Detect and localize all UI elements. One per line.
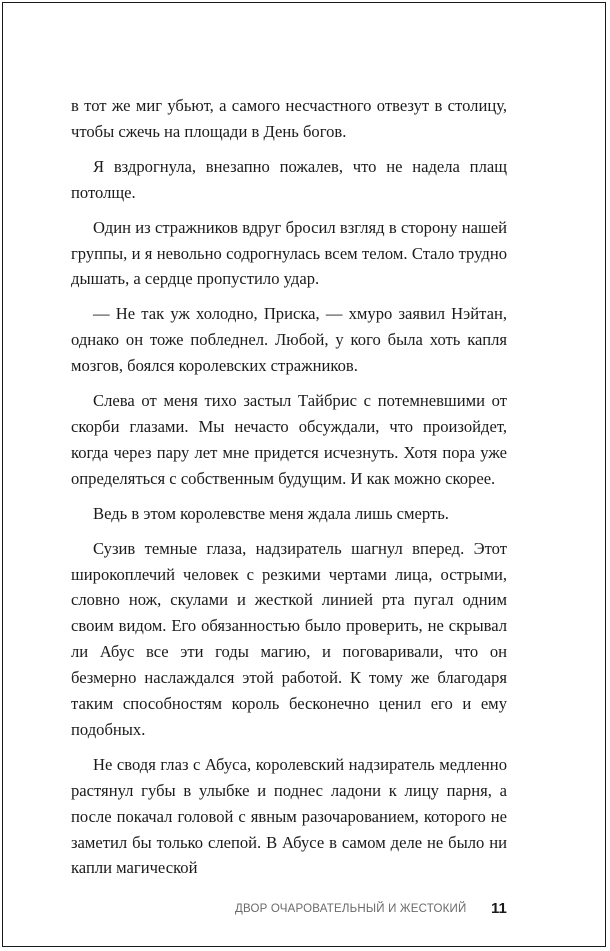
- paragraph: Ведь в этом королевстве меня ждала лишь смерть.: [93, 503, 449, 523]
- paragraph: Я вздрогнула, внезапно пожалев, что не надела плащ потолще.: [71, 156, 507, 202]
- paragraph: — Не так уж холодно, Приска, — хмуро заявил Нэйтан, однако он тоже побледнел. Любой, у кого была хоть капля мозгов, боялся королевских стражников.: [71, 304, 507, 376]
- book-page: [2, 2, 606, 947]
- page-footer: [3, 901, 605, 923]
- running-title: ДВОР ОЧАРОВАТЕЛЬНЫЙ И ЖЕСТОКИЙ: [235, 903, 467, 915]
- paragraph: Не сводя глаз с Абуса, королевский надзиратель медленно растянул губы в улыбке и поднес ладони к лицу парня, а после покачал головой с явным разочарованием, которого не заметил бы только слепой. В Абусе в самом деле не было ни капли магической: [71, 754, 507, 878]
- page-number: 11: [491, 900, 507, 917]
- paragraph: Сузив темные глаза, надзиратель шагнул вперед. Этот широкоплечий человек с резкими чертами лица, острыми, словно нож, скулами и жесткой линией рта пугал одним своим видом. Его обязанностью было проверить, не скрывал ли Абус все эти годы магию, и поговаривали, что он безмерно наслаждался этой работой. К тому же благодаря таким способностям король бесконечно ценил его и ему подобных.: [71, 538, 507, 739]
- paragraph: в тот же миг убьют, а самого несчастного отвезут в столицу, чтобы сжечь на площади в День богов.: [71, 96, 507, 141]
- body-text: [71, 93, 507, 890]
- paragraph: Слева от меня тихо застыл Тайбрис с потемневшими от скорби глазами. Мы нечасто обсуждали, что произойдет, когда через пару лет мне придется исчезнуть. Хотя пора уже определяться с собственным будущим. И как можно скорее.: [71, 391, 507, 488]
- paragraph: Один из стражников вдруг бросил взгляд в сторону нашей группы, и я невольно содрогнулась всем телом. Стало трудно дышать, а сердце пропустило удар.: [71, 217, 507, 289]
